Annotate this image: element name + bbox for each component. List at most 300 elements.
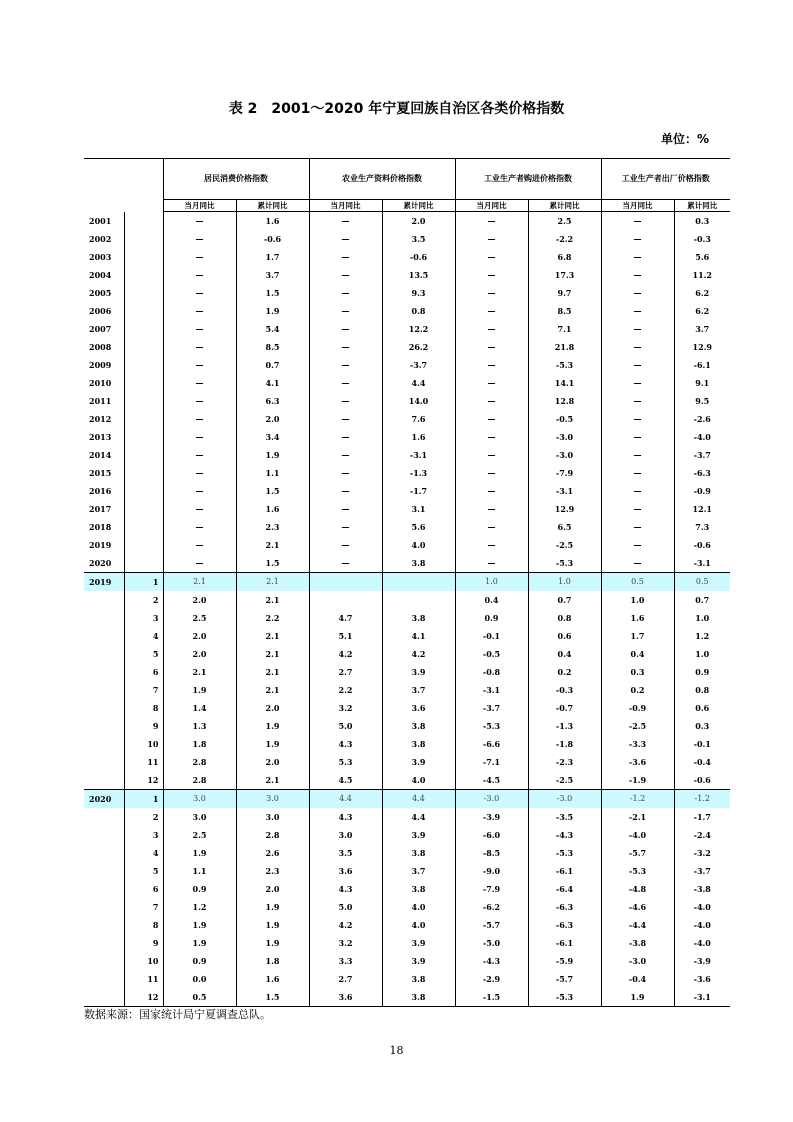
value-cell: 3.9 <box>382 826 455 844</box>
value-cell: 8.5 <box>528 302 601 320</box>
value-cell: -6.3 <box>693 468 711 478</box>
value-cell: 3.8 <box>382 880 455 898</box>
value-cell <box>382 573 455 592</box>
value-cell: -6.1 <box>693 360 711 370</box>
value-cell: 6.8 <box>528 248 601 266</box>
value-cell: -8.5 <box>455 844 528 862</box>
month-cell: 1 <box>124 790 163 809</box>
value-cell: — <box>455 374 528 392</box>
value-cell: 1.6 <box>236 970 309 988</box>
year-cell: 2002 <box>84 230 124 248</box>
value-cell: 0.3 <box>601 663 674 681</box>
value-cell: -2.5 <box>528 536 601 554</box>
value-cell: 1.9 <box>163 916 236 934</box>
value-cell: -4.5 <box>455 771 528 790</box>
value-cell: -4.0 <box>693 920 711 930</box>
value-cell: 6.2 <box>695 306 710 316</box>
value-cell: -5.3 <box>601 862 674 880</box>
value-cell: 1.9 <box>163 844 236 862</box>
value-cell: -4.3 <box>455 952 528 970</box>
table-row <box>84 302 730 320</box>
value-cell: 2.1 <box>236 771 309 790</box>
value-cell: 5.3 <box>309 753 382 771</box>
value-cell: — <box>455 446 528 464</box>
value-cell: — <box>455 410 528 428</box>
value-cell: -5.9 <box>528 952 601 970</box>
value-cell: -6.1 <box>528 862 601 880</box>
value-cell: -4.0 <box>693 902 711 912</box>
value-cell: -5.3 <box>528 554 601 573</box>
value-cell: 4.4 <box>382 790 455 809</box>
value-cell: -3.0 <box>528 428 601 446</box>
table-row <box>84 681 730 699</box>
value-cell: 2.1 <box>236 627 309 645</box>
year-cell <box>84 699 124 717</box>
year-cell: 2009 <box>84 356 124 374</box>
value-cell: 1.9 <box>163 934 236 952</box>
year-cell: 2020 <box>84 554 124 573</box>
table-row <box>84 934 730 952</box>
value-cell: -4.4 <box>601 916 674 934</box>
month-cell: 11 <box>124 753 163 771</box>
year-cell <box>84 717 124 735</box>
value-cell: 4.3 <box>309 735 382 753</box>
value-cell: — <box>309 338 382 356</box>
value-cell: 3.8 <box>382 970 455 988</box>
value-cell: — <box>309 446 382 464</box>
value-cell: 13.5 <box>382 266 455 284</box>
value-cell: — <box>455 464 528 482</box>
table-row <box>84 591 730 609</box>
year-cell: 2011 <box>84 392 124 410</box>
year-cell: 2015 <box>84 464 124 482</box>
value-cell: -6.2 <box>455 898 528 916</box>
value-cell: — <box>601 248 674 266</box>
value-cell: 12.2 <box>382 320 455 338</box>
value-cell: -6.4 <box>528 880 601 898</box>
value-cell: -6.0 <box>455 826 528 844</box>
value-cell: 4.3 <box>309 808 382 826</box>
table-row <box>84 212 730 231</box>
month-cell: 2 <box>124 591 163 609</box>
table-row <box>84 518 730 536</box>
value-cell: 3.5 <box>309 844 382 862</box>
value-cell: -3.7 <box>693 450 711 460</box>
value-cell: — <box>163 302 236 320</box>
year-cell: 2019 <box>84 536 124 554</box>
table-row <box>84 880 730 898</box>
value-cell: -3.5 <box>528 808 601 826</box>
value-cell: — <box>309 212 382 231</box>
group-header: 工业生产者出厂价格指数 <box>601 159 730 200</box>
year-cell: 2020 <box>84 790 124 809</box>
value-cell: — <box>455 428 528 446</box>
year-cell <box>84 808 124 826</box>
value-cell: 1.1 <box>236 464 309 482</box>
source-note: 数据来源：国家统计局宁夏调查总队。 <box>84 1008 271 1021</box>
value-cell: 3.7 <box>695 324 710 334</box>
value-cell: 1.6 <box>236 500 309 518</box>
value-cell: — <box>601 536 674 554</box>
value-cell: 3.0 <box>309 826 382 844</box>
value-cell: -4.0 <box>693 938 711 948</box>
value-cell: 1.5 <box>236 988 309 1007</box>
value-cell: 12.9 <box>692 342 712 352</box>
value-cell: — <box>309 518 382 536</box>
year-cell <box>84 988 124 1007</box>
value-cell: — <box>601 212 674 231</box>
value-cell: -3.2 <box>693 848 711 858</box>
value-cell: 4.1 <box>382 627 455 645</box>
value-cell: -0.6 <box>236 230 309 248</box>
value-cell: -7.9 <box>528 464 601 482</box>
month-cell: 8 <box>124 916 163 934</box>
value-cell: 6.5 <box>528 518 601 536</box>
year-cell: 2018 <box>84 518 124 536</box>
value-cell: — <box>163 356 236 374</box>
value-cell: 1.7 <box>236 248 309 266</box>
year-cell <box>84 753 124 771</box>
value-cell: -3.0 <box>528 446 601 464</box>
month-cell: 9 <box>124 934 163 952</box>
table-row <box>84 717 730 735</box>
value-cell: 2.1 <box>236 536 309 554</box>
year-cell: 2016 <box>84 482 124 500</box>
value-cell: — <box>455 482 528 500</box>
table-row <box>84 970 730 988</box>
value-cell: -1.3 <box>528 717 601 735</box>
month-cell: 3 <box>124 609 163 627</box>
table-row <box>84 248 730 266</box>
value-cell: — <box>601 464 674 482</box>
value-cell: 2.1 <box>236 645 309 663</box>
value-cell: — <box>163 428 236 446</box>
value-cell: — <box>455 284 528 302</box>
month-cell <box>124 500 163 518</box>
sub-header: 当月同比 <box>309 200 382 212</box>
value-cell: — <box>601 446 674 464</box>
year-cell <box>84 844 124 862</box>
value-cell: -4.0 <box>601 826 674 844</box>
value-cell: — <box>309 248 382 266</box>
table-row <box>84 392 730 410</box>
value-cell: 1.5 <box>236 284 309 302</box>
value-cell: 2.1 <box>236 591 309 609</box>
group-header: 居民消费价格指数 <box>163 159 309 200</box>
value-cell: 3.6 <box>309 988 382 1007</box>
table-row <box>84 645 730 663</box>
value-cell: — <box>163 338 236 356</box>
value-cell: — <box>309 230 382 248</box>
unit-label: 单位：% <box>660 132 709 146</box>
value-cell: -0.3 <box>528 681 601 699</box>
year-cell <box>84 771 124 790</box>
table-row <box>84 266 730 284</box>
value-cell: 4.0 <box>382 916 455 934</box>
value-cell: — <box>455 356 528 374</box>
value-cell: — <box>163 266 236 284</box>
value-cell: -3.0 <box>528 790 601 809</box>
value-cell: 3.0 <box>236 790 309 809</box>
value-cell: 4.2 <box>309 645 382 663</box>
year-cell <box>84 880 124 898</box>
value-cell: — <box>601 284 674 302</box>
value-cell: 2.7 <box>309 970 382 988</box>
month-cell <box>124 482 163 500</box>
value-cell: 3.9 <box>382 753 455 771</box>
value-cell: 5.0 <box>309 717 382 735</box>
value-cell: — <box>163 500 236 518</box>
month-cell: 6 <box>124 880 163 898</box>
month-cell: 8 <box>124 699 163 717</box>
value-cell: 12.9 <box>528 500 601 518</box>
value-cell: -1.7 <box>693 812 711 822</box>
group-header: 工业生产者购进价格指数 <box>455 159 601 200</box>
value-cell: 2.5 <box>528 212 601 231</box>
value-cell: -2.3 <box>528 753 601 771</box>
value-cell: -3.7 <box>382 356 455 374</box>
value-cell: 1.1 <box>163 862 236 880</box>
value-cell: -3.0 <box>455 790 528 809</box>
value-cell: -2.6 <box>693 414 711 424</box>
value-cell: 2.7 <box>309 663 382 681</box>
value-cell: 12.8 <box>528 392 601 410</box>
value-cell: — <box>309 464 382 482</box>
table-row <box>84 500 730 518</box>
year-cell <box>84 934 124 952</box>
value-cell: -6.6 <box>455 735 528 753</box>
value-cell: 7.3 <box>695 522 710 532</box>
table-row <box>84 790 730 809</box>
month-cell: 9 <box>124 717 163 735</box>
table-row <box>84 627 730 645</box>
value-cell: — <box>601 554 674 573</box>
value-cell: — <box>455 338 528 356</box>
value-cell: 9.1 <box>695 378 710 388</box>
value-cell: — <box>455 500 528 518</box>
value-cell: -3.0 <box>601 952 674 970</box>
value-cell: 2.2 <box>309 681 382 699</box>
value-cell: -0.4 <box>601 970 674 988</box>
year-cell: 2003 <box>84 248 124 266</box>
value-cell: -0.1 <box>693 739 711 749</box>
value-cell: 2.1 <box>163 573 236 592</box>
value-cell: 14.1 <box>528 374 601 392</box>
value-cell: 12.1 <box>692 504 712 514</box>
sub-header: 累计同比 <box>236 200 309 212</box>
value-cell: -1.2 <box>601 790 674 809</box>
value-cell: — <box>309 428 382 446</box>
value-cell: -2.5 <box>601 717 674 735</box>
table-row <box>84 446 730 464</box>
value-cell: 3.7 <box>236 266 309 284</box>
year-cell: 2014 <box>84 446 124 464</box>
value-cell: 4.7 <box>309 609 382 627</box>
value-cell: 3.7 <box>382 862 455 880</box>
value-cell: -3.1 <box>455 681 528 699</box>
table-row <box>84 284 730 302</box>
value-cell: -5.7 <box>601 844 674 862</box>
value-cell: 2.0 <box>236 753 309 771</box>
value-cell: — <box>163 320 236 338</box>
value-cell: -5.3 <box>528 356 601 374</box>
value-cell: 1.3 <box>163 717 236 735</box>
value-cell: 4.5 <box>309 771 382 790</box>
value-cell: — <box>601 356 674 374</box>
value-cell: -4.8 <box>601 880 674 898</box>
value-cell: — <box>309 410 382 428</box>
value-cell: — <box>601 482 674 500</box>
month-cell <box>124 320 163 338</box>
value-cell: 1.9 <box>236 302 309 320</box>
value-cell: -3.3 <box>601 735 674 753</box>
value-cell: -3.1 <box>382 446 455 464</box>
value-cell: 0.5 <box>674 573 730 592</box>
value-cell: 2.3 <box>236 518 309 536</box>
month-cell <box>124 212 163 231</box>
value-cell: 3.7 <box>382 681 455 699</box>
value-cell: 4.0 <box>382 771 455 790</box>
value-cell: 0.9 <box>695 667 710 677</box>
value-cell: — <box>601 230 674 248</box>
value-cell: -1.8 <box>528 735 601 753</box>
value-cell: -0.3 <box>693 234 711 244</box>
value-cell: 0.9 <box>163 952 236 970</box>
value-cell: 1.0 <box>601 591 674 609</box>
month-cell: 1 <box>124 573 163 592</box>
year-cell: 2004 <box>84 266 124 284</box>
value-cell: 3.0 <box>163 790 236 809</box>
value-cell: 1.9 <box>236 898 309 916</box>
month-cell: 5 <box>124 862 163 880</box>
value-cell: 2.8 <box>236 826 309 844</box>
value-cell: 3.2 <box>309 699 382 717</box>
value-cell: 4.0 <box>382 898 455 916</box>
table-row <box>84 952 730 970</box>
table-row <box>84 844 730 862</box>
value-cell: 2.3 <box>236 862 309 880</box>
value-cell: 1.6 <box>601 609 674 627</box>
value-cell: -5.3 <box>528 988 601 1007</box>
value-cell: -3.7 <box>455 699 528 717</box>
value-cell: — <box>601 302 674 320</box>
value-cell: 5.6 <box>382 518 455 536</box>
value-cell: 1.9 <box>601 988 674 1007</box>
value-cell: 3.0 <box>236 808 309 826</box>
value-cell: -5.3 <box>455 717 528 735</box>
year-cell <box>84 681 124 699</box>
value-cell: 3.8 <box>382 554 455 573</box>
value-cell: 2.0 <box>163 627 236 645</box>
value-cell: -6.1 <box>528 934 601 952</box>
value-cell: 4.4 <box>382 808 455 826</box>
sub-header: 当月同比 <box>163 200 236 212</box>
value-cell: 0.7 <box>236 356 309 374</box>
table-row <box>84 554 730 573</box>
value-cell: — <box>601 392 674 410</box>
value-cell: — <box>163 284 236 302</box>
value-cell: -5.3 <box>528 844 601 862</box>
value-cell: 3.9 <box>382 934 455 952</box>
value-cell: 2.0 <box>236 699 309 717</box>
value-cell: -7.9 <box>455 880 528 898</box>
value-cell: 3.6 <box>309 862 382 880</box>
year-cell: 2012 <box>84 410 124 428</box>
value-cell: 2.0 <box>163 591 236 609</box>
value-cell: -5.7 <box>528 970 601 988</box>
value-cell: — <box>455 230 528 248</box>
month-cell: 12 <box>124 771 163 790</box>
value-cell: 2.1 <box>236 663 309 681</box>
value-cell: — <box>309 374 382 392</box>
value-cell: -3.1 <box>674 988 730 1007</box>
value-cell: — <box>309 320 382 338</box>
value-cell: — <box>163 212 236 231</box>
value-cell: 2.5 <box>163 609 236 627</box>
value-cell: — <box>309 284 382 302</box>
value-cell: 0.4 <box>528 645 601 663</box>
value-cell: -1.9 <box>601 771 674 790</box>
sub-header: 当月同比 <box>601 200 674 212</box>
value-cell: — <box>455 320 528 338</box>
year-cell <box>84 735 124 753</box>
value-cell: -1.3 <box>382 464 455 482</box>
value-cell: — <box>163 536 236 554</box>
table-row <box>84 338 730 356</box>
value-cell: 2.8 <box>163 753 236 771</box>
value-cell: — <box>601 374 674 392</box>
year-cell: 2010 <box>84 374 124 392</box>
month-cell: 12 <box>124 988 163 1007</box>
value-cell: 26.2 <box>382 338 455 356</box>
value-cell: 7.6 <box>382 410 455 428</box>
value-cell: — <box>163 230 236 248</box>
value-cell: -9.0 <box>455 862 528 880</box>
year-cell <box>84 591 124 609</box>
month-cell: 5 <box>124 645 163 663</box>
year-cell <box>84 609 124 627</box>
table-row <box>84 482 730 500</box>
sub-header: 累计同比 <box>674 200 730 212</box>
value-cell: — <box>309 266 382 284</box>
value-cell: — <box>163 410 236 428</box>
value-cell: 1.0 <box>528 573 601 592</box>
value-cell: 1.7 <box>601 627 674 645</box>
value-cell: -3.8 <box>601 934 674 952</box>
value-cell: 5.1 <box>309 627 382 645</box>
value-cell: -4.6 <box>601 898 674 916</box>
year-cell: 2019 <box>84 573 124 592</box>
year-cell: 2008 <box>84 338 124 356</box>
value-cell: — <box>601 428 674 446</box>
value-cell: -5.7 <box>455 916 528 934</box>
value-cell: -3.1 <box>528 482 601 500</box>
value-cell: -3.8 <box>693 884 711 894</box>
month-cell: 2 <box>124 808 163 826</box>
value-cell: 2.0 <box>382 212 455 231</box>
value-cell: -0.4 <box>693 757 711 767</box>
value-cell: 14.0 <box>382 392 455 410</box>
value-cell: 3.8 <box>382 988 455 1007</box>
value-cell: -2.9 <box>455 970 528 988</box>
value-cell: — <box>455 392 528 410</box>
value-cell: 4.3 <box>309 880 382 898</box>
value-cell: — <box>163 518 236 536</box>
month-cell <box>124 266 163 284</box>
table-row <box>84 536 730 554</box>
value-cell: — <box>163 248 236 266</box>
value-cell: 17.3 <box>528 266 601 284</box>
